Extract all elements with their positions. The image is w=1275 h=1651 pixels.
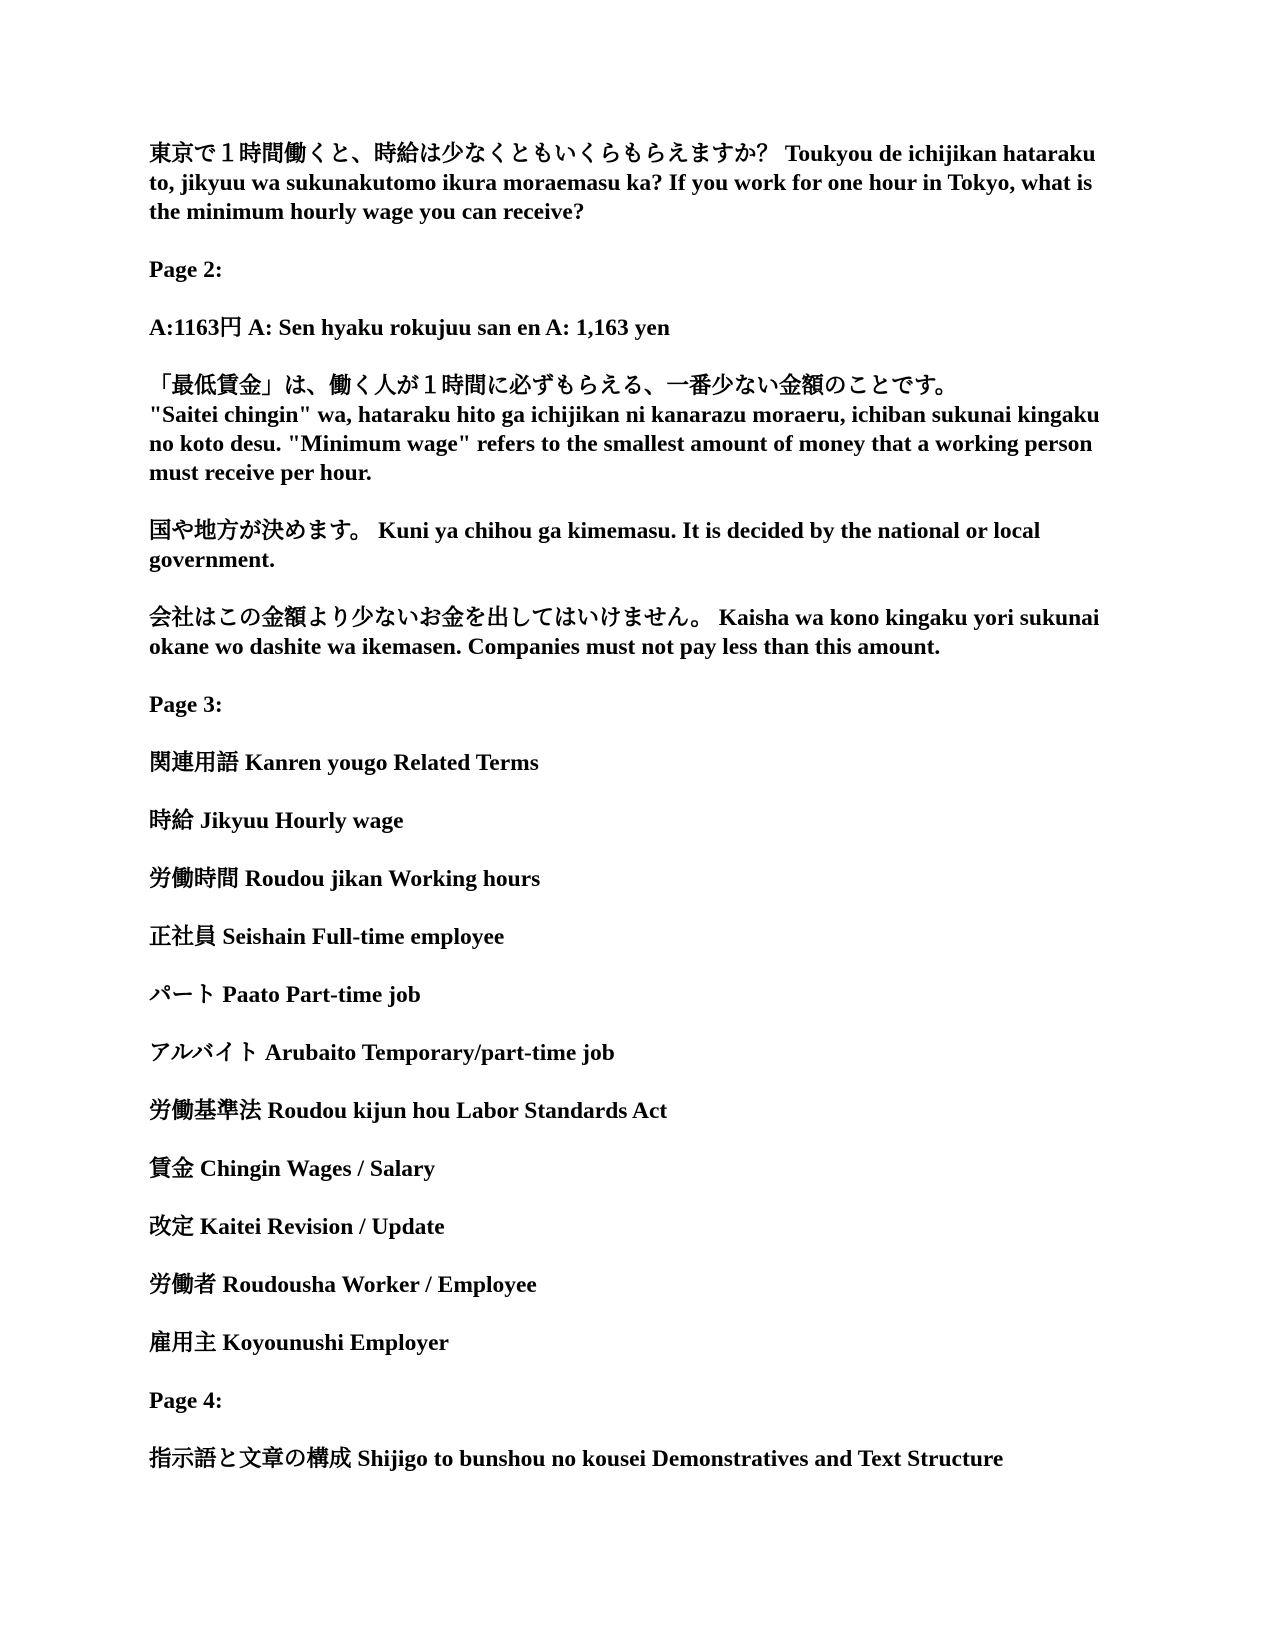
term-line [149,749,1114,778]
term-line [149,981,1114,1010]
page-3-heading: Page 3: [149,692,223,718]
term-text: Koyounushi Employer [216,1330,449,1356]
companies-english: Companies must not pay less than this amount. [467,634,941,660]
term-line [149,1271,1114,1300]
term-japanese: 正社員 [149,924,217,950]
term-line [149,923,1114,952]
term-japanese: 時給 [149,808,195,834]
term-line [149,807,1114,836]
government-paragraph [149,517,1114,575]
page-4-title-japanese: 指示語と文章の構成 [149,1446,352,1472]
question-romaji: Toukyou de ichijikan hataraku to, jikyuu wa sukunakutomo ikura moraemasu ka? [149,141,1096,196]
government-romaji: Kuni ya chihou ga kimemasu. [372,518,683,544]
companies-romaji: Kaisha wa kono kingaku yori sukunai okane wo dashite wa ikemasen. [149,605,1100,660]
government-japanese: 国や地方が決めます。 [149,518,373,544]
answer-prefix: A:1163 [149,315,220,341]
term-text: Roudou kijun hou Labor Standards Act [261,1098,668,1124]
government-english: It is decided by the national or local government. [149,518,1041,573]
question-english: If you work for one hour in Tokyo, what is the minimum hourly wage you can receive? [149,170,1093,225]
term-japanese: アルバイト [149,1040,260,1066]
term-japanese: 改定 [149,1214,195,1240]
companies-paragraph [149,604,1114,662]
answer-line [149,314,1114,343]
answer-rest: A: Sen hyaku rokujuu san en A: 1,163 yen [242,315,670,341]
term-line [149,1155,1114,1184]
document-body [149,140,1114,1503]
term-text: Roudou jikan Working hours [239,866,541,892]
term-japanese: 労働基準法 [149,1098,262,1124]
term-line [149,1097,1114,1126]
term-japanese: 雇用主 [149,1330,217,1356]
term-text: Arubaito Temporary/part-time job [259,1040,615,1066]
term-japanese: 労働時間 [149,866,240,892]
term-line [149,865,1114,894]
companies-japanese: 会社はこの金額より少ないお金を出してはいけません。 [149,605,713,631]
term-japanese: 労働者 [149,1272,217,1298]
term-text: Chingin Wages / Salary [194,1156,436,1182]
page-4-heading: Page 4: [149,1388,223,1414]
term-text: Roudousha Worker / Employee [216,1272,537,1298]
yen-symbol: 円 [219,315,243,341]
page-4-title-text: Shijigo to bunshou no kousei Demonstratives and Text Structure [351,1446,1004,1472]
term-text: Jikyuu Hourly wage [194,808,404,834]
definition-romaji: "Saitei chingin" wa, hataraku hito ga ichijikan ni kanarazu moraeru, ichiban sukunai kingaku no koto desu. [149,402,1100,457]
term-line [149,1213,1114,1242]
term-text: Seishain Full-time employee [216,924,505,950]
question-paragraph [149,140,1114,227]
page-2-heading: Page 2: [149,257,223,283]
term-japanese: 関連用語 [149,750,240,776]
term-japanese: 賃金 [149,1156,195,1182]
term-line [149,1329,1114,1358]
term-japanese: パート [149,982,217,1008]
term-line [149,1039,1114,1068]
definition-english: "Minimum wage" refers to the smallest amount of money that a working person must receive per hour. [149,431,1093,486]
definition-japanese: 「最低賃金」は、働く人が１時間に必ずもらえる、一番少ない金額のことです。 [149,373,958,399]
page-4-title [149,1445,1114,1474]
term-text: Paato Part-time job [216,982,421,1008]
question-japanese: 東京で１時間働くと、時給は少なくともいくらもらえますか？ [149,141,780,167]
minimum-wage-definition [149,372,1114,488]
term-text: Kanren yougo Related Terms [239,750,539,776]
term-text: Kaitei Revision / Update [194,1214,445,1240]
